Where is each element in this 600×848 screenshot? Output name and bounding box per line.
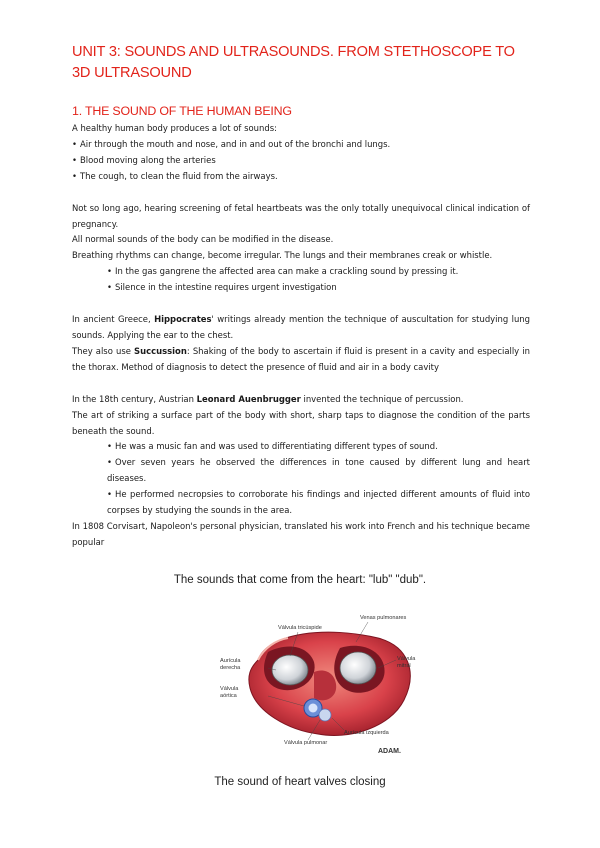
label-auricula-izquierda: Aurícula izquierda [344,730,389,736]
list-item: • He performed necropsies to corroborate his findings and injected different amounts of fluid into corpses by studying the sounds in the area. [107,487,530,519]
paragraph-corvisart: In 1808 Corvisart, Napoleon's personal physician, translated his work into French and his technique became popular [72,520,530,547]
paragraph-greece: In ancient Greece, Hippocrates' writings already mention the technique of auscultation for studying lung sounds. Applying the ear to the chest. [72,314,530,340]
sub-list [72,264,530,296]
page-title: UNIT 3: SOUNDS AND ULTRASOUNDS. FROM STETHOSCOPE TO 3D ULTRASOUND [72,44,515,81]
label-tricuspid: Válvula tricúspide [278,625,322,631]
list-item: • Silence in the intestine requires urgent investigation [107,280,530,296]
auenbrugger-list [72,439,530,519]
succussion-term: Succussion [134,345,187,356]
section-heading: 1. THE SOUND OF THE HUMAN BEING [72,104,292,118]
label-pulmonar: Válvula pulmonar [284,740,328,746]
list-item: • In the gas gangrene the affected area can make a crackling sound by pressing it. [107,264,530,280]
sounds-list [72,137,530,185]
paragraph-disease: All normal sounds of the body can be modified in the disease. [72,234,334,245]
heart-valves-image [228,612,428,762]
list-item: • He was a music fan and was used to differentiating different types of sound. [107,439,530,455]
figure-caption-bottom: The sound of heart valves closing [214,776,386,788]
list-item: • Air through the mouth and nose, and in and out of the bronchi and lungs. [72,137,530,153]
paragraph-breathing: Breathing rhythms can change, become irregular. The lungs and their membranes creak or whistle. [72,250,493,261]
label-venas: Venas pulmonares [360,615,407,621]
paragraph-succussion: They also use Succussion: Shaking of the body to ascertain if fluid is present in a cavity and especially in the thorax. Method of diagnosis to detect the presence of fluid and air in a body cavity [72,345,530,372]
paragraph-fetal: Not so long ago, hearing screening of fetal heartbeats was the only totally unequivocal clinical indication of pregnancy. [72,202,530,229]
list-item: • Over seven years he observed the differences in tone caused by different lung and heart diseases. [107,455,530,487]
label-auricula-derecha: Aurícula derecha [220,658,241,671]
figure-caption-top: The sounds that come from the heart: "lub" "dub". [173,574,427,586]
label-aortica: Válvula aórtica [220,686,239,699]
list-item: • Blood moving along the arteries [72,153,530,169]
heart-illustration [220,612,428,762]
auenbrugger-name: Leonard Auenbrugger [196,393,301,404]
paragraph-auenbrugger: In the 18th century, Austrian Leonard Auenbrugger invented the technique of percussion. [72,393,464,404]
list-item: • The cough, to clean the fluid from the airways. [72,169,530,185]
adam-logo: ADAM. [378,748,401,755]
document-body [72,42,530,551]
hippocrates-name: Hippocrates [154,314,212,325]
intro-text: A healthy human body produces a lot of sounds: [72,123,277,133]
paragraph-percussion: The art of striking a surface part of the body with short, sharp taps to diagnose the condition of the parts beneath the sound. [72,409,530,436]
label-mitral: Válvula mitral [397,656,416,669]
